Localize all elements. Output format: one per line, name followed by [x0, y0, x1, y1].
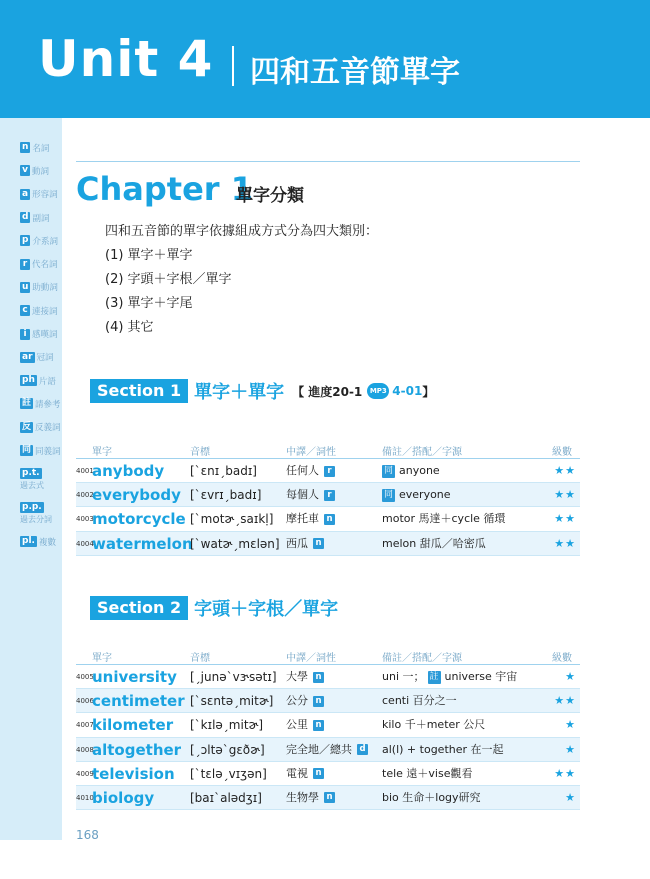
legend-item: [20, 462, 64, 496]
legend-abbr: ar: [22, 351, 33, 362]
header-translation: 中譯／詞性: [286, 447, 336, 458]
legend-label: 過去式: [20, 480, 44, 490]
table-row: [76, 738, 580, 762]
table-row: [76, 786, 580, 810]
unit-banner: [0, 0, 650, 118]
translation: 公分: [286, 694, 308, 708]
note-cell: [382, 507, 505, 531]
note: motor 馬達＋cycle 循環: [382, 512, 506, 526]
pos-tag: r: [324, 490, 335, 501]
mp3-audio-icon[interactable]: MP3: [367, 383, 389, 399]
progress-close: 】: [422, 384, 435, 399]
legend-label: 反義詞: [35, 423, 61, 434]
entry-number: 4005: [76, 673, 94, 681]
translation: 完全地／總共: [286, 742, 352, 756]
entry-number: 4001: [76, 467, 94, 475]
note-cell: [382, 665, 517, 689]
legend-abbr: p.t.: [22, 467, 40, 478]
translation: 大學: [286, 670, 308, 683]
header-ipa: 音標: [190, 447, 210, 458]
phonetic: [ˋwatɚˏmɛlən]: [190, 536, 280, 551]
entry-number: 4004: [76, 539, 94, 548]
note-cell: [382, 738, 504, 762]
note-cell: [382, 713, 485, 737]
level-stars: ★★: [554, 512, 576, 526]
pos-tag: n: [324, 792, 335, 803]
legend-item: [20, 299, 64, 322]
level-stars: ★★: [554, 536, 576, 550]
vocab-word: motorcycle: [92, 510, 186, 529]
level-stars: ★: [565, 670, 576, 683]
section-1-heading: [90, 378, 434, 404]
phonetic: [ˋkɪləˏmitɚ]: [190, 718, 264, 733]
table-row: [76, 762, 580, 786]
legend-label: 連接詞: [32, 306, 58, 317]
phonetic: [ˋmotɚˏsaɪkḷ]: [190, 512, 274, 527]
legend-item: [20, 496, 64, 530]
legend-abbr: pl.: [22, 536, 35, 547]
translation: 每個人: [286, 488, 319, 502]
note: uni 一；: [382, 670, 425, 683]
note: melon 甜瓜／哈密瓜: [382, 536, 486, 550]
progress-label: 【 進度20-1: [292, 384, 363, 399]
reference-tag: 註: [429, 671, 439, 682]
vocab-word: kilometer: [92, 716, 174, 735]
phonetic: [ˋsɛntəˏmitɚ]: [190, 694, 274, 709]
legend-label: 冠詞: [36, 353, 54, 364]
translation: 生物學: [286, 790, 319, 804]
pos-tag: n: [313, 696, 324, 707]
legend-label: 助動詞: [32, 283, 58, 294]
section-title: 字頭＋字根／單字: [194, 599, 339, 620]
note-cell: [382, 483, 451, 507]
legend-abbr: u: [22, 281, 29, 292]
header-word: 單字: [92, 653, 112, 664]
translation: 電視: [286, 766, 308, 780]
phonetic: [baɪˋalədʒɪ]: [190, 790, 262, 805]
translation: 任何人: [286, 464, 319, 477]
pos-tag: n: [313, 672, 324, 683]
vocab-word: anybody: [92, 462, 165, 480]
legend-label: 代名詞: [32, 260, 58, 271]
entry-number: 4009: [76, 769, 94, 778]
note: centi 百分之一: [382, 694, 457, 708]
translation-cell: [286, 507, 335, 531]
legend-abbr: ph: [22, 375, 35, 386]
vocab-word: everybody: [92, 486, 181, 505]
legend-item: [20, 439, 64, 462]
note: everyone: [399, 488, 451, 502]
level-stars: ★: [565, 718, 576, 732]
legend-item: [20, 530, 64, 553]
legend-label: 副詞: [32, 213, 50, 224]
phonetic: [ˏɔltəˋgɛðɚ]: [190, 742, 265, 757]
legend-abbr: a: [22, 188, 29, 199]
level-stars: ★★: [554, 464, 576, 477]
table-row: [76, 459, 580, 483]
table-body: [76, 459, 580, 556]
entry-number: 4003: [76, 515, 94, 524]
chapter-intro: [105, 220, 378, 340]
note: bio 生命＋logy研究: [382, 790, 481, 804]
pos-tag: r: [324, 466, 335, 477]
translation: 西瓜: [286, 536, 308, 550]
translation-cell: [286, 786, 335, 810]
page-number: 168: [76, 828, 99, 842]
note-cell: [382, 689, 457, 713]
part-of-speech-legend: [20, 136, 64, 553]
phonetic: [ˋɛvrɪˏbadɪ]: [190, 488, 262, 503]
legend-abbr: v: [20, 165, 30, 176]
phonetic: [ˋɛnɪˏbadɪ]: [190, 464, 257, 478]
section-title: 單字＋單字: [194, 382, 285, 403]
note-tail: universe 宇宙: [444, 670, 518, 683]
entry-number: 4002: [76, 491, 94, 500]
legend-abbr: d: [22, 212, 29, 223]
pos-tag: n: [313, 768, 324, 779]
legend-item: [20, 159, 64, 182]
legend-abbr: 註: [22, 398, 32, 409]
audio-track: 4-01: [392, 384, 423, 398]
note: al(l) + together 在一起: [382, 742, 504, 756]
section-badge: Section 2: [90, 596, 188, 620]
vocab-word: university: [92, 668, 177, 686]
legend-item: [20, 136, 64, 159]
header-note: 備註／搭配／字源: [382, 447, 462, 458]
legend-label: 感嘆詞: [32, 330, 58, 341]
legend-abbr: 反: [22, 421, 32, 432]
chapter-subtitle: 單字分類: [236, 186, 304, 206]
translation: 公里: [286, 718, 308, 732]
legend-item: [20, 392, 64, 415]
header-level: 級數: [552, 653, 572, 664]
unit-title: Unit 4: [38, 30, 214, 88]
section-1-word-table: [76, 437, 580, 556]
table-header: [76, 643, 580, 665]
translation-cell: [286, 713, 324, 737]
category-item: (3) 單字＋字尾: [105, 296, 193, 311]
legend-abbr: r: [20, 259, 30, 270]
note: tele 遠＋vise觀看: [382, 766, 473, 780]
level-stars: ★: [565, 742, 576, 756]
pos-tag: n: [324, 514, 335, 525]
table-row: [76, 689, 580, 713]
note: anyone: [399, 464, 440, 477]
note: kilo 千＋meter 公尺: [382, 718, 486, 732]
vocab-word: watermelon: [92, 534, 193, 553]
vocab-word: altogether: [92, 740, 182, 759]
legend-item: [20, 183, 64, 206]
translation-cell: [286, 738, 368, 762]
category-item: (1) 單字＋單字: [105, 248, 193, 263]
pos-tag: n: [313, 720, 324, 731]
legend-item: [20, 369, 64, 392]
note-cell: [382, 786, 481, 810]
phonetic: [ˏjunəˋvɝsətɪ]: [190, 670, 277, 684]
level-stars: ★★: [554, 488, 576, 502]
header-word: 單字: [92, 447, 112, 458]
legend-item: [20, 322, 64, 345]
pos-tag: d: [357, 744, 368, 755]
table-row: [76, 713, 580, 737]
synonym-tag: 同: [383, 489, 393, 500]
note-cell: [382, 459, 440, 483]
note-cell: [382, 532, 486, 556]
legend-label: 名詞: [32, 143, 50, 154]
legend-item: [20, 206, 64, 229]
section-2-heading: [90, 595, 338, 621]
level-stars: ★★: [554, 766, 576, 780]
table-body: [76, 665, 580, 810]
translation-cell: [286, 532, 324, 556]
legend-item: [20, 276, 64, 299]
legend-label: 介系詞: [32, 236, 58, 247]
legend-label: 請參考: [35, 399, 61, 410]
category-item: (4) 其它: [105, 320, 154, 335]
pos-tag: n: [313, 538, 324, 549]
table-row: [76, 532, 580, 556]
synonym-tag: 同: [383, 465, 393, 476]
translation-cell: [286, 665, 324, 689]
legend-item: [20, 252, 64, 275]
table-row: [76, 483, 580, 507]
translation-cell: [286, 459, 335, 483]
table-row: [76, 507, 580, 531]
legend-abbr: c: [20, 305, 30, 316]
vocab-word: biology: [92, 788, 155, 807]
translation-cell: [286, 483, 335, 507]
legend-label: 形容詞: [32, 190, 58, 201]
table-header: [76, 437, 580, 459]
legend-item: [20, 229, 64, 252]
entry-number: 4006: [76, 697, 94, 706]
legend-label: 動詞: [32, 166, 50, 177]
category-item: (2) 字頭＋字根／單字: [105, 272, 232, 287]
unit-subtitle: 四和五音節單字: [250, 55, 460, 90]
note-cell: [382, 762, 472, 786]
intro-text: 四和五音節的單字依據組成方式分為四大類別：: [105, 224, 379, 239]
legend-label: 過去分詞: [20, 514, 52, 524]
translation-cell: [286, 689, 324, 713]
translation: 摩托車: [286, 512, 319, 526]
legend-abbr: 同: [22, 445, 32, 455]
section-badge: Section 1: [90, 379, 188, 403]
chapter-rule: [76, 161, 580, 162]
legend-abbr: i: [20, 329, 30, 340]
progress-indicator: [292, 383, 434, 400]
entry-number: 4008: [76, 745, 94, 754]
vocab-word: television: [92, 764, 175, 783]
phonetic: [ˋtɛləˏvɪʒən]: [190, 766, 267, 781]
header-note: 備註／搭配／字源: [382, 653, 462, 664]
legend-label: 複數: [38, 537, 56, 548]
legend-abbr: p.p.: [22, 501, 42, 512]
vocab-word: centimeter: [92, 692, 185, 711]
section-2-word-table: [76, 643, 580, 810]
header-level: 級數: [552, 447, 572, 458]
header-translation: 中譯／詞性: [286, 653, 336, 664]
legend-abbr: n: [22, 142, 29, 153]
translation-cell: [286, 762, 324, 786]
entry-number: 4010: [76, 793, 94, 802]
legend-item: [20, 416, 64, 439]
level-stars: ★★: [554, 694, 576, 708]
entry-number: 4007: [76, 721, 94, 730]
level-stars: ★: [565, 790, 576, 804]
header-ipa: 音標: [190, 653, 210, 664]
legend-label: 片語: [38, 376, 56, 387]
legend-abbr: p: [22, 235, 29, 246]
chapter-label: Chapter 1: [76, 170, 253, 208]
table-row: [76, 665, 580, 689]
legend-label: 同義詞: [35, 446, 61, 457]
title-divider: [232, 46, 234, 86]
legend-item: [20, 346, 64, 369]
